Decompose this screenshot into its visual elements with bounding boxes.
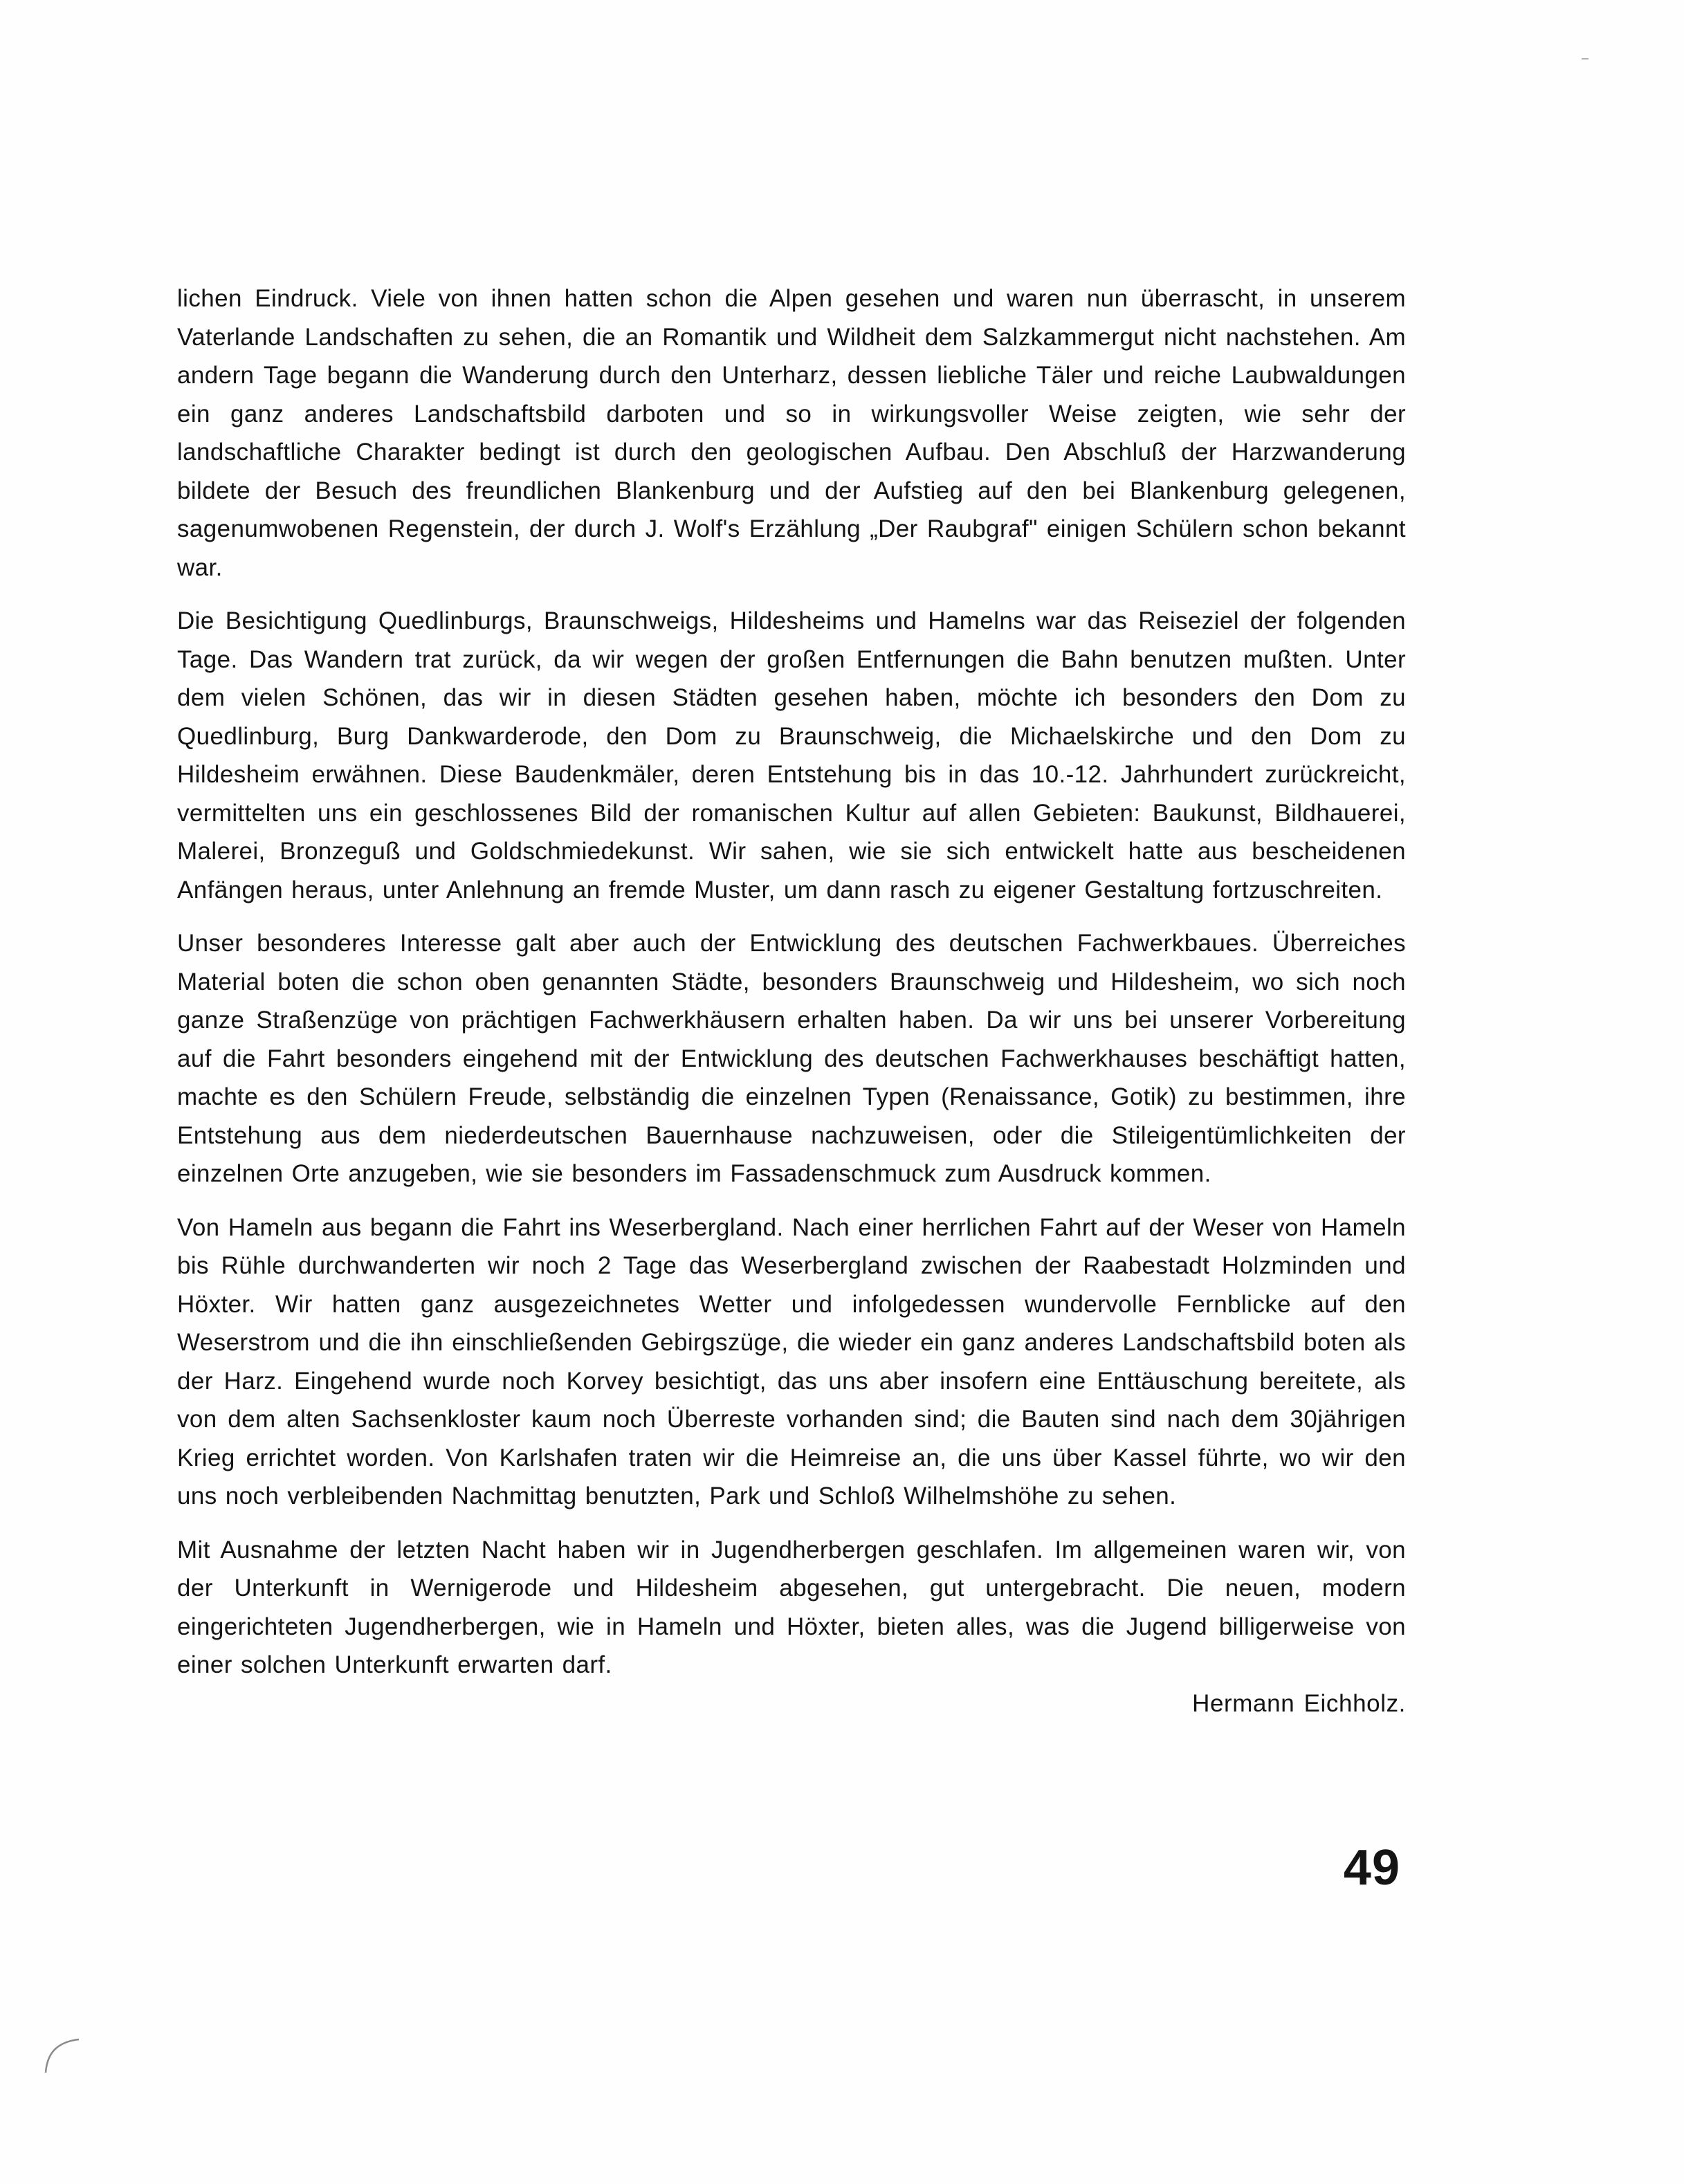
paragraph-youth-hostels: Mit Ausnahme der letzten Nacht haben wir in Jugendherbergen geschlafen. Im allgemeinen waren wir, von der Unterkunft in Wernigerode und Hildesheim abgesehen, gut untergebracht. Die neuen, modern eingerichteten Jugendherbergen, wie in Hameln und Höxter, bieten alles, was die Jugend billigerweise von einer solchen Unterkunft erwarten darf. [177,1536,1406,1678]
paragraph-half-timbered: Unser besonderes Interesse galt aber auch der Entwicklung des deutschen Fachwerkbaues. Überreiches Material boten die schon oben genannten Städte, besonders Braunschweig und Hildesheim, wo sich noch ganze Straßenzüge von prächtigen Fachwerkhäusern erhalten haben. Da wir uns bei unserer Vorbereitung auf die Fahrt besonders eingehend mit der Entwicklung des deutschen Fachwerkhauses beschäftigt hatten, machte es den Schülern Freude, selbständig die einzelnen Typen (Renaissance, Gotik) zu bestimmen, ihre Entstehung aus dem niederdeutschen Bauernhause nachzuweisen, oder die Stileigentümlichkeiten der einzelnen Orte anzugeben, wie sie besonders im Fassadenschmuck zum Ausdruck kommen. [177,930,1406,1187]
paragraph-romanesque-cities: Die Besichtigung Quedlinburgs, Braunschweigs, Hildesheims und Hamelns war das Reiseziel der folgenden Tage. Das Wandern trat zurück, da wir wegen der großen Entfernungen die Bahn benutzen mußten. Unter dem vielen Schönen, das wir in diesen Städten gesehen haben, möchte ich besonders den Dom zu Quedlinburg, Burg Dankwarderode, den Dom zu Braunschweig, die Michaelskirche und den Dom zu Hildesheim erwähnen. Diese Baudenkmäler, deren Entstehung bis in das 10.-12. Jahrhundert zurückreicht, vermittelten uns ein geschlossenes Bild der romanischen Kultur auf allen Gebieten: Baukunst, Bildhauerei, Malerei, Bronzeguß und Goldschmiedekunst. Wir sahen, wie sie sich entwickelt hatte aus bescheidenen Anfängen heraus, unter Anlehnung an fremde Muster, um dann rasch zu eigener Gestaltung fortzuschreiten. [177,607,1406,903]
paragraph-weserbergland: Von Hameln aus begann die Fahrt ins Weserbergland. Nach einer herrlichen Fahrt auf der Weser von Hameln bis Rühle durchwanderten wir noch 2 Tage das Weserbergland zwischen der Raabestadt Holzminden und Höxter. Wir hatten ganz ausgezeichnetes Wetter und infolgedessen wundervolle Fernblicke auf den Weserstrom und die ihn einschließenden Gebirgszüge, die wieder ein ganz anderes Landschaftsbild boten als der Harz. Eingehend wurde noch Korvey besichtigt, das uns aber insofern eine Enttäuschung bereitete, als von dem alten Sachsenkloster kaum noch Überreste vorhanden sind; die Bauten sind nach dem 30jährigen Krieg errichtet worden. Von Karlshafen traten wir die Heimreise an, die uns über Kassel führte, wo wir den uns noch verbleibenden Nachmittag benutzten, Park und Schloß Wilhelmshöhe zu sehen. [177,1213,1406,1509]
author-signature: Hermann Eichholz. [1192,1689,1406,1717]
page-edge-mark [40,2034,82,2075]
article-body [177,279,1406,1723]
paragraph-harz: lichen Eindruck. Viele von ihnen hatten schon die Alpen gesehen und waren nun überrascht, in unserem Vaterlande Landschaften zu sehen, die an Romantik und Wildheit dem Salzkammergut nicht nachstehen. Am andern Tage begann die Wanderung durch den Unterharz, dessen liebliche Täler und reiche Laubwaldungen ein ganz anderes Landschaftsbild darboten und so in wirkungsvoller Weise zeigten, wie sehr der landschaftliche Charakter bedingt ist durch den geologischen Aufbau. Den Abschluß der Harzwanderung bildete der Besuch des freundlichen Blankenburg und der Aufstieg auf den bei Blankenburg gelegenen, sagenumwobenen Regenstein, der durch J. Wolf's Erzählung „Der Raubgraf" einigen Schülern schon bekannt war. [177,285,1406,581]
page-number: 49 [1343,1840,1400,1896]
scan-corner-mark [1582,58,1589,59]
